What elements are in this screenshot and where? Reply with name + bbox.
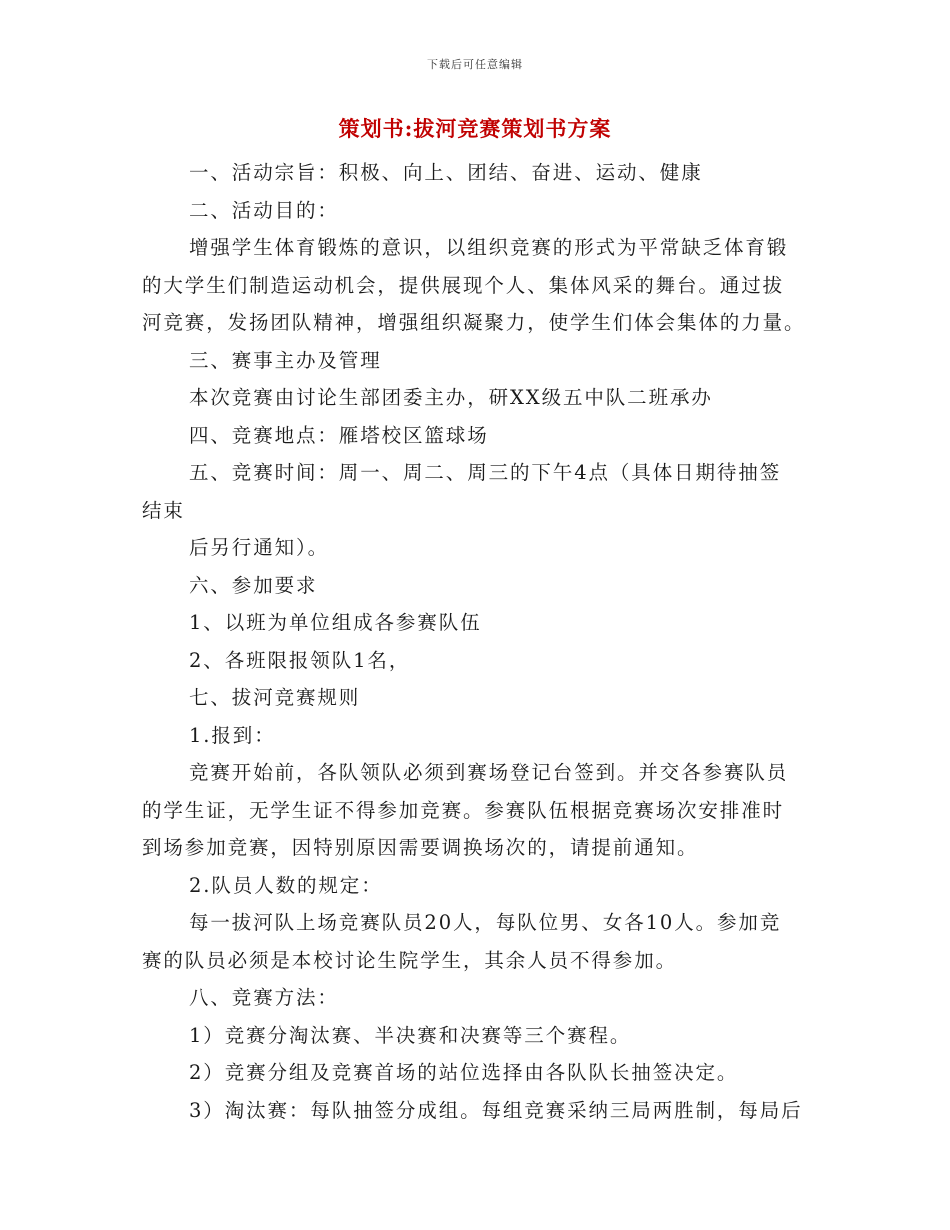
body-line: 每一拔河队上场竞赛队员20人，每队位男、女各10人。参加竞	[189, 911, 782, 934]
body-line: 的大学生们制造运动机会，提供展现个人、集体风采的舞台。通过拔	[142, 273, 785, 297]
body-line: 2）竞赛分组及竞赛首场的站位选择由各队队长抽签决定。	[189, 1061, 739, 1084]
body-line: 2、各班限报领队1名，	[189, 648, 411, 672]
body-line: 六、参加要求	[189, 573, 318, 597]
body-line: 河竞赛，发扬团队精神，增强组织凝聚力，使学生们体会集体的力量。	[142, 311, 806, 334]
body-line: 八、竞赛方法：	[189, 986, 339, 1009]
body-line: 四、竞赛地点：雁塔校区篮球场	[189, 423, 489, 447]
body-line: 竞赛开始前，各队领队必须到赛场登记台签到。并交各参赛队员	[189, 761, 789, 784]
body-line: 1、以班为单位组成各参赛队伍	[189, 611, 482, 634]
body-line: 到场参加竞赛，因特别原因需要调换场次的，请提前通知。	[142, 836, 699, 859]
body-line: 增强学生体育锻炼的意识，以组织竞赛的形式为平常缺乏体育锻	[189, 236, 789, 259]
body-line: 七、拔河竞赛规则	[189, 686, 361, 709]
page-header-note: 下载后可任意编辑	[427, 58, 523, 71]
body-line: 赛的队员必须是本校讨论生院学生，其余人员不得参加。	[142, 948, 678, 972]
body-line: 1）竞赛分淘汰赛、半决赛和决赛等三个赛程。	[189, 1023, 632, 1047]
body-line: 五、竞赛时间：周一、周二、周三的下午4点（具体日期待抽签	[189, 461, 782, 484]
body-line: 二、活动目的：	[189, 198, 339, 222]
body-line: 的学生证，无学生证不得参加竞赛。参赛队伍根据竞赛场次安排准时	[142, 798, 785, 822]
body-line: 一、活动宗旨：积极、向上、团结、奋进、运动、健康	[189, 161, 703, 184]
body-line: 结束	[142, 498, 185, 522]
body-line: 3）淘汰赛：每队抽签分成组。每组竞赛采纳三局两胜制，每局后	[189, 1098, 803, 1122]
body-line: 本次竞赛由讨论生部团委主办，研XX级五中队二班承办	[189, 386, 713, 409]
document-body	[142, 154, 807, 1129]
body-line: 1.报到：	[189, 723, 276, 747]
body-line: 三、赛事主办及管理	[189, 348, 382, 372]
document-title: 策划书:拔河竞赛策划书方案	[338, 116, 612, 141]
body-line: 2.队员人数的规定：	[189, 873, 383, 897]
body-line: 后另行通知）。	[189, 536, 330, 559]
